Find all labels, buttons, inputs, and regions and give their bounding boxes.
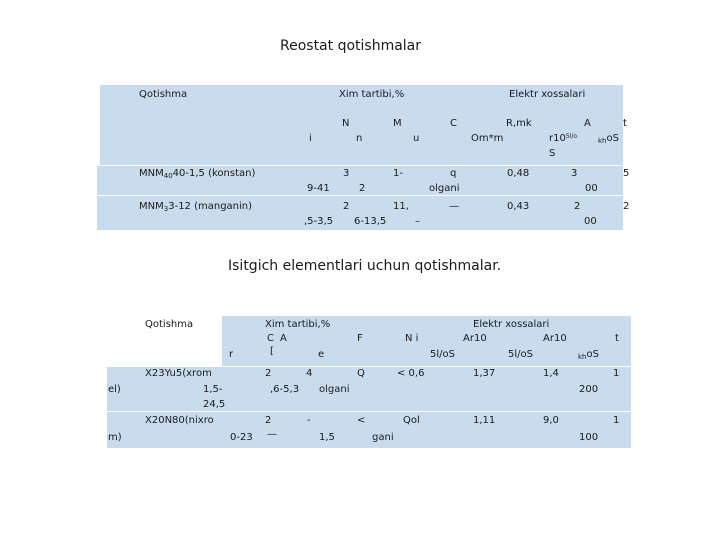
row2-cell: 11, — [393, 201, 409, 212]
header-ar10-a: Ar10 — [463, 333, 487, 344]
header-t: t — [623, 118, 627, 129]
row1-cell: 3 — [571, 168, 578, 179]
row2-cell: - — [307, 415, 311, 426]
header-t: t — [615, 333, 619, 344]
row-divider — [97, 195, 623, 196]
header-F: F — [357, 333, 363, 344]
header-e: e — [318, 349, 325, 360]
row2-cell: < — [357, 415, 366, 426]
header-os: $_{kh}$oS — [578, 349, 599, 361]
header-om: Om*m — [471, 133, 504, 144]
section-title: Isitgich elementlari uchun qotishmalar. — [228, 258, 502, 274]
row2-cell: 2 — [574, 201, 581, 212]
header-qotishma: Qotishma — [145, 319, 194, 330]
row2-resistivity: 0,43 — [507, 201, 530, 212]
row2-cell: 1,11 — [473, 415, 496, 426]
row1-cell: 00 — [585, 183, 598, 194]
header-N: N — [342, 118, 350, 129]
header-S: S — [549, 148, 556, 159]
row1-cell: 1,5- — [203, 384, 223, 395]
row2-cell: 1 — [613, 415, 620, 426]
row1-cell: 3 — [343, 168, 350, 179]
header-elektr-xossalari: Elektr xossalari — [509, 89, 586, 100]
row2-cell: gani — [372, 432, 394, 443]
header-A: A — [280, 333, 287, 344]
header-u: u — [413, 133, 420, 144]
row2-cell: — — [267, 429, 277, 440]
header-xim-tartibi: Xim tartibi,% — [265, 319, 331, 330]
row1-cell: 4 — [306, 368, 313, 379]
row2-cell: 100 — [579, 432, 599, 443]
reostat-table — [97, 85, 630, 230]
row2-cell: 0-23 — [230, 432, 253, 443]
row2-name: $MNM_33-12$ (manganin) — [139, 201, 253, 213]
row2-cell: Qol — [403, 415, 420, 426]
row1-cell: 5 — [623, 168, 630, 179]
row1-cell: q — [450, 168, 457, 179]
header-Ni: N i — [405, 333, 419, 344]
row1-cell: < 0,6 — [397, 368, 425, 379]
row1-name-cont: el) — [108, 384, 121, 395]
row2-cell: 2 — [623, 201, 630, 212]
row1-cell: Q — [357, 368, 365, 379]
isitgich-table — [107, 316, 631, 448]
row1-cell: ,6-5,3 — [270, 384, 300, 395]
row2-cell: 00 — [584, 216, 597, 227]
row1-cell: 9-41 — [307, 183, 330, 194]
row1-cell: 2 — [265, 368, 272, 379]
row2-cell: — — [449, 201, 459, 212]
row1-cell: 1,37 — [473, 368, 496, 379]
row2-cell: – — [415, 216, 420, 227]
table-left-edge — [97, 85, 100, 165]
row2-cell: ,5-3,5 — [304, 216, 334, 227]
header-R: R,mk — [506, 118, 532, 129]
row2-name: X20N80(nixro — [145, 415, 214, 426]
row1-cell: 2 — [359, 183, 366, 194]
header-os: $_{kh}$oS — [598, 133, 619, 145]
header-r10: $r10^{5l/o}$ — [549, 133, 578, 144]
row-divider — [97, 165, 623, 166]
row1-name: X23Yu5(xrom — [145, 368, 212, 379]
row-divider — [107, 411, 631, 412]
header-qotishma: Qotishma — [139, 89, 188, 100]
row-divider — [107, 366, 631, 367]
row1-cell: 200 — [579, 384, 599, 395]
row1-cell: 1,4 — [543, 368, 559, 379]
row2-cell: 1,5 — [319, 432, 335, 443]
row1-name: $MNM_{40}40-1,5$ (konstan) — [139, 168, 256, 180]
row1-cell: olgani — [319, 384, 350, 395]
header-M: M — [393, 118, 402, 129]
header-C: C — [267, 333, 274, 344]
header-A: A — [584, 118, 591, 129]
header-5los-1: 5l/oS — [430, 349, 455, 360]
row2-cell: 2 — [343, 201, 350, 212]
row2-name-cont: m) — [108, 432, 122, 443]
header-l: [ — [270, 346, 274, 357]
header-i: i — [309, 133, 312, 144]
header-ar10-b: Ar10 — [543, 333, 567, 344]
row1-cell: 24,5 — [203, 399, 226, 410]
row1-cell: 1- — [393, 168, 403, 179]
header-n: n — [356, 133, 363, 144]
slide-title: Reostat qotishmalar — [280, 38, 422, 54]
row2-cell: 9,0 — [543, 415, 559, 426]
header-r: r — [229, 349, 234, 360]
header-5los-2: 5l/oS — [508, 349, 533, 360]
row2-cell: 6-13,5 — [354, 216, 387, 227]
row2-cell: 2 — [265, 415, 272, 426]
header-elektr-xossalari: Elektr xossalari — [473, 319, 550, 330]
row1-resistivity: 0,48 — [507, 168, 530, 179]
header-C: C — [450, 118, 457, 129]
header-xim-tartibi: Xim tartibi,% — [339, 89, 405, 100]
row1-cell: 1 — [613, 368, 620, 379]
row1-cell: olgani — [429, 183, 460, 194]
